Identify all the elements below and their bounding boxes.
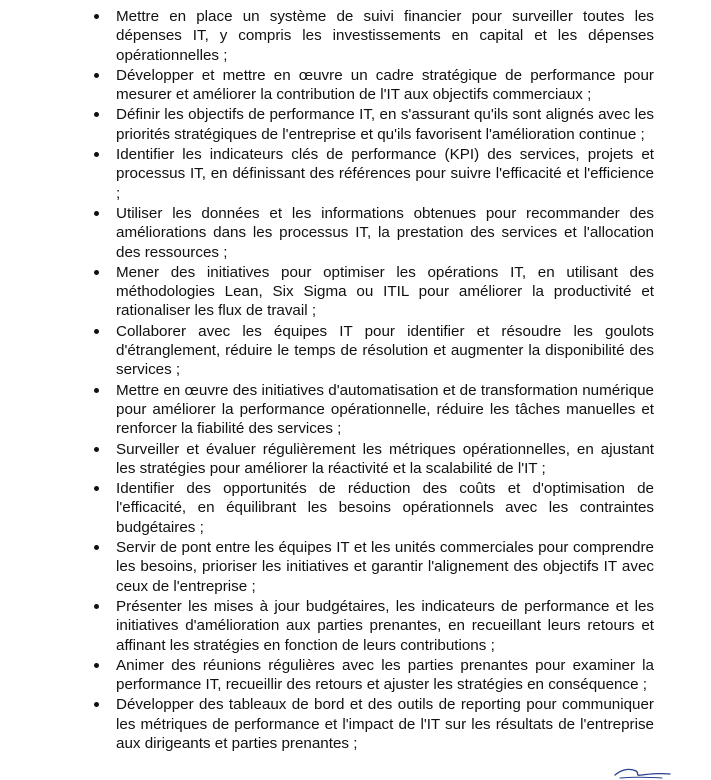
- bullet-icon: [94, 604, 99, 609]
- list-item-text: Mettre en place un système de suivi financier pour surveiller toutes les dépenses IT, y compris les investissements en capital et les dépenses opérationnelles ;: [116, 8, 654, 64]
- bullet-icon: [94, 211, 99, 216]
- bullet-icon: [94, 270, 99, 275]
- list-item-text: Utiliser les données et les informations obtenues pour recommander des améliorations dans les processus IT, la prestation des services et l'allocation des ressources ;: [116, 204, 654, 261]
- bullet-icon: [94, 486, 99, 491]
- list-item-text: Animer des réunions régulières avec les parties prenantes pour examiner la performance IT, recueillir des retours et ajuster les stratégies en conséquence ;: [116, 656, 654, 694]
- responsibilities-list: [0, 7, 711, 754]
- bullet-icon: [94, 14, 99, 19]
- bullet-icon: [94, 73, 99, 78]
- bullet-icon: [94, 112, 99, 117]
- list-item: [0, 7, 711, 65]
- bullet-icon: [94, 329, 99, 334]
- list-item-text: Mener des initiatives pour optimiser les opérations IT, en utilisant des méthodologies Lean, Six Sigma ou ITIL pour améliorer la productivité et rationaliser les flux de travail ;: [116, 263, 654, 320]
- list-item: [0, 381, 711, 439]
- list-item-text: Identifier des opportunités de réduction des coûts et d'optimisation de l'efficacité, en équilibrant les besoins opérationnels avec les contraintes budgétaires ;: [116, 480, 654, 536]
- list-item: [0, 105, 711, 144]
- bullet-icon: [94, 545, 99, 550]
- list-item: [0, 145, 711, 203]
- list-item: [0, 695, 711, 753]
- list-item-text: Surveiller et évaluer régulièrement les métriques opérationnelles, en ajustant les stratégies pour améliorer la réactivité et la scalabilité de l'IT ;: [116, 440, 654, 477]
- bullet-icon: [94, 663, 99, 668]
- list-item-text: Identifier les indicateurs clés de performance (KPI) des services, projets et processus IT, en définissant des références pour suivre l'efficacité et l'efficience ;: [116, 146, 654, 202]
- list-item: [0, 479, 711, 537]
- bullet-icon: [94, 447, 99, 452]
- list-item: [0, 204, 711, 262]
- bullet-icon: [94, 152, 99, 157]
- list-item: [0, 440, 711, 479]
- list-item-text: Présenter les mises à jour budgétaires, les indicateurs de performance et les initiatives d'amélioration aux parties prenantes, en recueillant leurs retours et affinant les stratégies en fonction de leurs contributions ;: [116, 597, 654, 654]
- list-item: [0, 263, 711, 321]
- list-item-text: Mettre en œuvre des initiatives d'automatisation et de transformation numérique pour améliorer la performance opérationnelle, réduire les tâches manuelles et renforcer la fiabilité des services ;: [116, 381, 654, 438]
- list-item-text: Développer des tableaux de bord et des outils de reporting pour communiquer les métriques de performance et l'impact de l'IT sur les résultats de l'entreprise aux dirigeants et parties prenantes ;: [116, 696, 654, 752]
- list-item-text: Collaborer avec les équipes IT pour identifier et résoudre les goulots d'étranglement, réduire le temps de résolution et augmenter la disponibilité des services ;: [116, 322, 654, 379]
- list-item: [0, 538, 711, 596]
- list-item: [0, 66, 711, 105]
- list-item: [0, 322, 711, 380]
- signature-mark: [612, 766, 672, 780]
- list-item: [0, 656, 711, 695]
- list-item: [0, 597, 711, 655]
- list-item-text: Définir les objectifs de performance IT, en s'assurant qu'ils sont alignés avec les priorités stratégiques de l'entreprise et qu'ils favorisent l'amélioration continue ;: [116, 106, 654, 143]
- bullet-icon: [94, 702, 99, 707]
- list-item-text: Servir de pont entre les équipes IT et les unités commerciales pour comprendre les besoins, prioriser les initiatives et garantir l'alignement des objectifs IT avec ceux de l'entreprise ;: [116, 539, 654, 595]
- bullet-icon: [94, 388, 99, 393]
- list-item-text: Développer et mettre en œuvre un cadre stratégique de performance pour mesurer et améliorer la contribution de l'IT aux objectifs commerciaux ;: [116, 66, 654, 104]
